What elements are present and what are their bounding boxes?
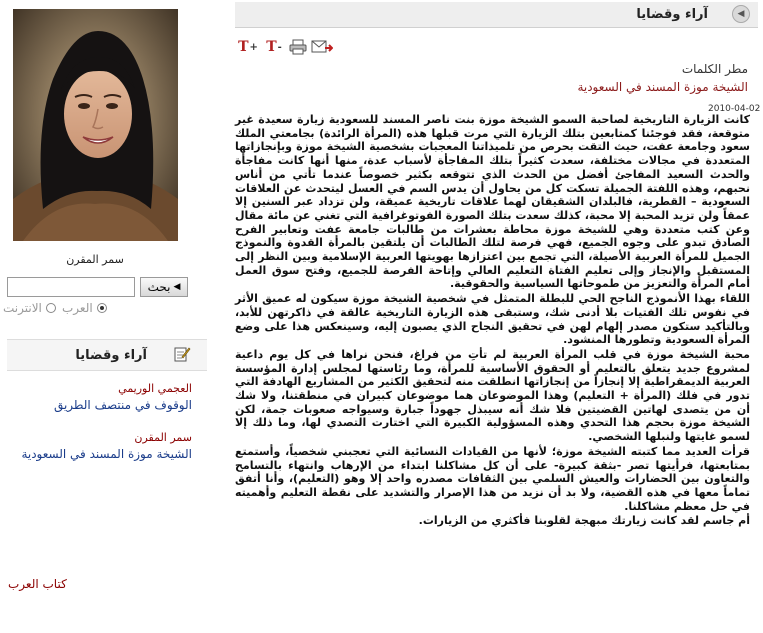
writers-link[interactable]: كتاب العرب — [8, 577, 67, 591]
main-section-title: آراء وقضايا — [636, 7, 708, 22]
author-caption: سمر المقرن — [66, 253, 124, 266]
radio-option-arab[interactable] — [62, 301, 107, 315]
sidebar-article-item[interactable] — [21, 431, 192, 461]
search-button[interactable] — [140, 277, 188, 297]
print-icon[interactable] — [289, 38, 307, 56]
sidebar-article-item[interactable] — [54, 382, 192, 412]
search-button-label: بحث — [147, 280, 171, 294]
increase-font-button[interactable]: T + — [238, 39, 258, 55]
article-paragraph: كانت الزيارة التاريخية لصاحبة السمو الشيخة موزة بنت ناصر المسند للسعودية زيارة سعيدة غير متوقعة، فقد فوجئنا كمتابعين بتلك الزيارة التي مرت قبلها هذه (المرأة الرائدة) بجامعتي الملك سعود وجامعة عفت، حيث التقت بحرص من تلميذاتنا المعجبات بشخصية الشيخة موزة وبإنجازاتها المتعددة في مجالات مختلفة، سعدت كثيراً بتلك المفاجأة لأسباب عدة، منها أنها كانت مفاجأة والحدث السعيد المفاجئ أفضل من الحدث الذي تتوقعه بكثير خصوصاً عندما تأتي من أناس نحبهم، وهذه اللفتة الجميلة تسكت كل من يحاول أن يدس السم في العسل ليتحدث عن العلاقات السعودية – القطرية، فالبلدان الشقيقان لهما علاقات تاريخية عميقة، ولن تزداد عبر السنين إلا عمقاً ولن تزيد المحبة إلا محبة، كذلك سعدت بتلك الصورة الفوتوغرافية التي تغني عن مائة مقال وعن كتب متعددة وهي للشيخة موزة محاطة بعشرات من طالبات جامعة عفت وتعابير الفرح الصادق تبدو على وجوه الجميع، فهي فرصة لتلك الطالبات أن يلتقين بالمرأة القدوة والنموذج الجميل للمرأة العربية الأصيلة، التي تجمع بين اعتزازها بهويتها العربية الإسلامية وبين النظر إلى المستقبل والإنجاز وإلى تعليم الفتاة التعليم العالي وإتاحة الفرصة للجميع، وفتح سوق العمل أمام المرأة والتعزيز من طموحاتها السياسية والحقوقية. — [235, 113, 750, 291]
article-paragraph: محبة الشيخة موزة في قلب المرأة العربية لم تأتِ من فراغ، فنحن نراها في كل يوم داعية لمشروع جديد يتعلق بالتعليم أو الحقوق الأساسية للمرأة، وما رئاستها لمجلس إدارة المؤسسة العربية الديمقراطية إلا إنجازاً من إنجازاتها انطلقت منه لتحقيق الكثير من المشاريع الهادفة التي تدور في فلك (المرأة + التعليم) وهذا الموضوعان هما موضوعان كبيران في منطقتنا، ولا شك أن من يتصدى لهاتين القضيتين فلا شك أنه سيبذل جهوداً جبارة وسيواجه صعوبات جمة، لكن الشيخة موزة بحجم هذا التحدي وهذه المسؤولية الكبيرة التي اختارت التصدي لها، وما ذلك إلا لسمو غايتها ولنبلها الشخصي. — [235, 347, 750, 444]
author-portrait-image — [13, 9, 178, 241]
article-toolbar — [237, 37, 333, 57]
decrease-font-button[interactable]: T - — [266, 39, 282, 55]
sidebar-section-header — [7, 339, 207, 371]
article-paragraph: أم جاسم لقد كانت زيارتك مبهجة لقلوبنا فأكثري من الزيارات. — [418, 514, 750, 528]
main-content — [232, 0, 763, 633]
email-icon[interactable] — [311, 38, 333, 56]
article-paragraph: قرأت العديد مما كتبته الشيخة موزة؛ لأنها من القيادات النسائية التي تعجبني شخصياً، وأستمتع بمتابعتها، فرأيتها تصر -بثقة كبيرة- على أن كل مشاكلنا ابتداء من الإرهاب وانتهاء بالتسامح والتعاون بين الحضارات والعيش السلمي بين الثقافات مصدره واحد إلا وهو (التعليم)، وأنا أتفق تماماً معها في هذه القضية، ولا بد أن نزيد من هذا الإصرار والتشديد على نقطة التعليم وأهميته في حل معظم مشاكلنا. — [235, 444, 750, 513]
sidebar-section-title: آراء وقضايا — [75, 348, 147, 363]
sidebar-article-link[interactable]: الشيخة موزة المسند في السعودية — [21, 447, 192, 461]
arrow-left-icon: ◀ — [173, 282, 181, 292]
radio-label-internet: الانترنت — [3, 301, 42, 315]
article-title: الشيخة موزة المسند في السعودية — [577, 80, 748, 94]
article-date: 2010-04-02 — [708, 104, 761, 114]
radio-option-internet[interactable] — [3, 301, 56, 315]
radio-label-arab: العرب — [62, 301, 93, 315]
search-input[interactable] — [7, 277, 135, 297]
sidebar-article-link[interactable]: الوقوف في منتصف الطريق — [53, 398, 192, 412]
notepad-edit-icon — [173, 345, 191, 367]
back-arrow-icon[interactable]: ◀ — [732, 5, 750, 23]
article-body — [235, 113, 750, 529]
left-sidebar — [0, 0, 226, 633]
author-photo — [13, 9, 178, 241]
radio-button-selected[interactable] — [97, 303, 107, 313]
article-paragraph: اللقاء بهذا الأنموذج الناجح الحي للبطلة المتمثل في شخصية الشيخة موزة سيكون له عميق الأثر في نفوس تلك الفتيات بلا أدنى شك، وستبقى هذه الزيارة التاريخية عالقة في ذاكرتهن للأبد، وبالتأكيد ستكون مصدر إلهام لهن في تحقيق النجاح الذي يصبون إليه، وسينعكس هذا على وضع المرأة السعودية وتطورها المنشود. — [235, 292, 750, 347]
sidebar-article-author: سمر المقرن — [134, 431, 192, 444]
main-section-header — [235, 2, 758, 28]
sidebar-article-author: العجمي الوريمي — [118, 382, 192, 395]
radio-button[interactable] — [46, 303, 56, 313]
article-author: مطر الكلمات — [681, 62, 748, 76]
